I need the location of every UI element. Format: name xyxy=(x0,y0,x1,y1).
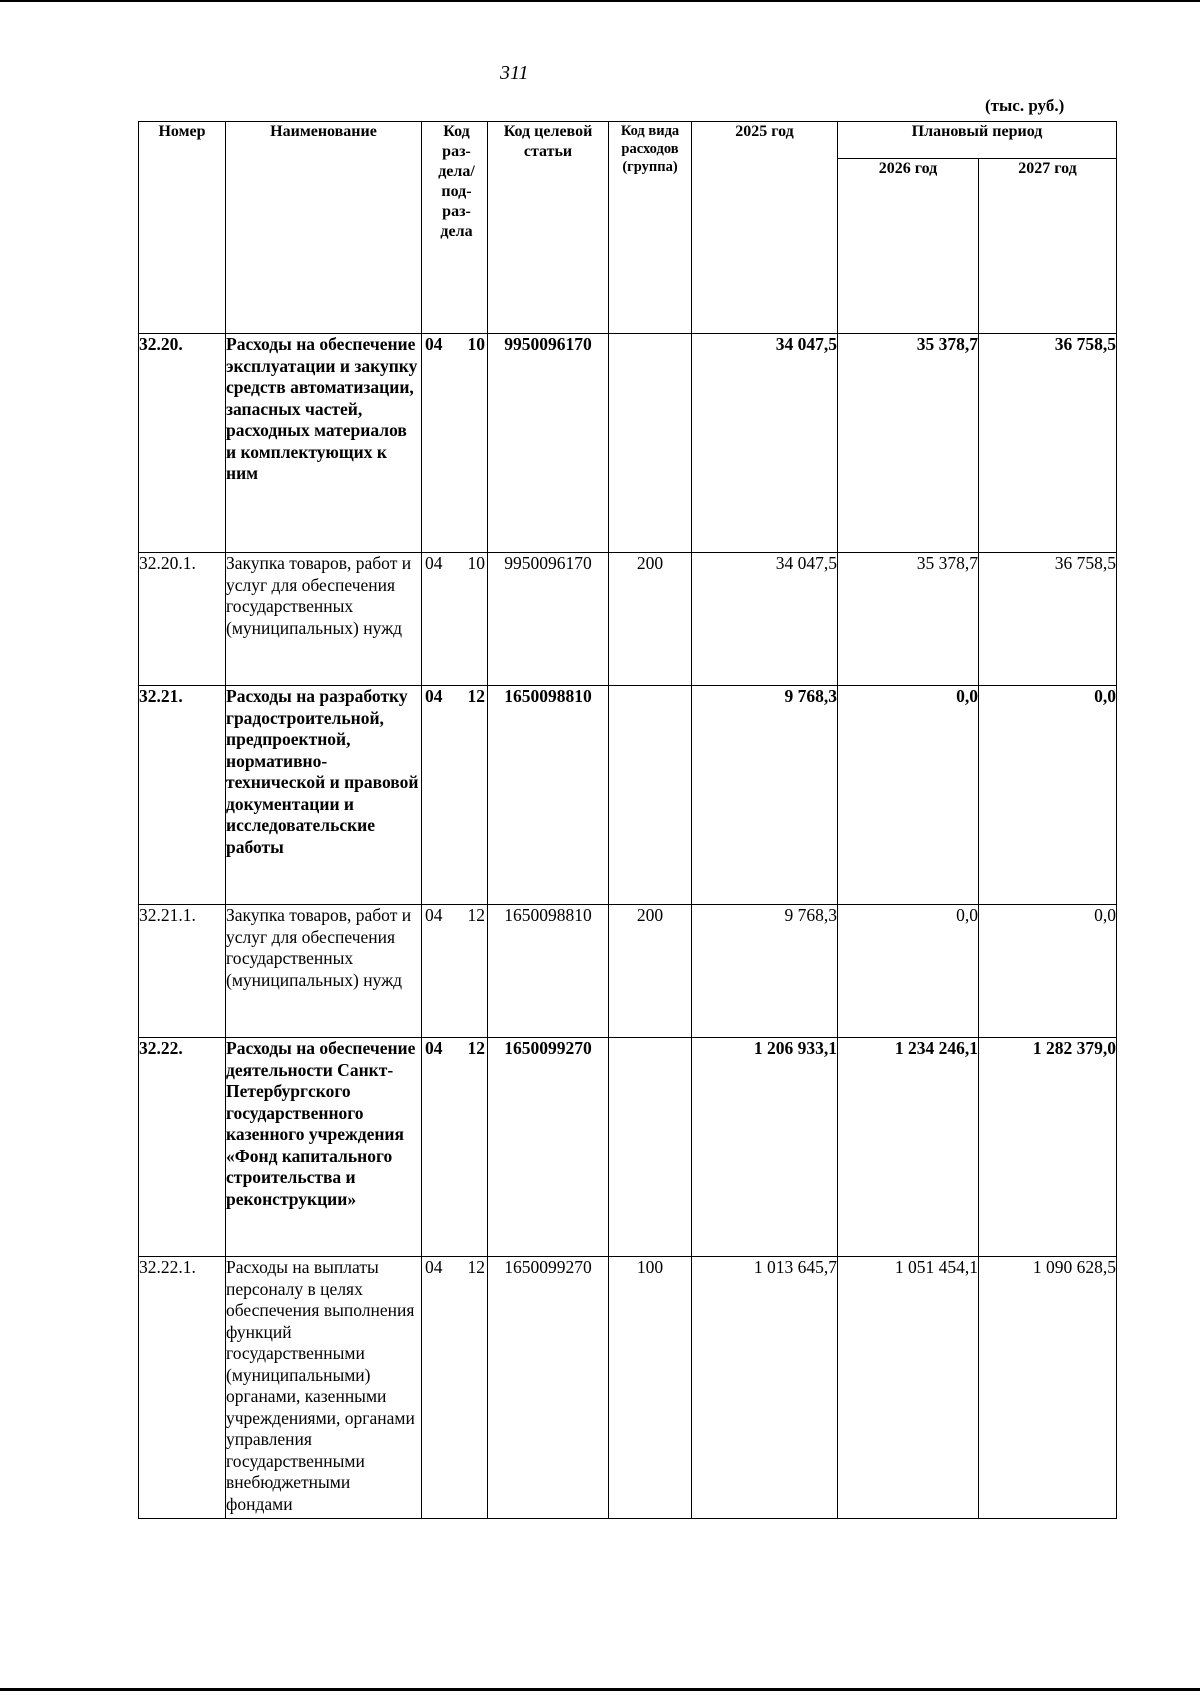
row-expense-type: 200 xyxy=(609,553,692,686)
header-name: Наименование xyxy=(226,122,422,334)
row-expense-type: 100 xyxy=(609,1257,692,1519)
row-section-code xyxy=(422,334,488,553)
row-subsection: 12 xyxy=(467,1257,485,1277)
header-year-2025: 2025 год xyxy=(692,122,838,334)
row-target-code: 1650099270 xyxy=(488,1038,609,1257)
header-expense-type-code: Код вида расходов (группа) xyxy=(609,122,692,334)
row-subsection: 12 xyxy=(467,686,485,706)
row-number: 32.20.1. xyxy=(139,553,226,686)
row-amount-2026: 1 234 246,1 xyxy=(838,1038,979,1257)
units-label: (тыс. руб.) xyxy=(985,96,1065,115)
row-expense-type: 200 xyxy=(609,905,692,1038)
row-amount-2026: 35 378,7 xyxy=(838,553,979,686)
row-amount-2026: 1 051 454,1 xyxy=(838,1257,979,1519)
row-name: Закупка товаров, работ и услуг для обеспечения государственных (муниципальных) нужд xyxy=(226,905,422,1038)
header-planned-period: Плановый период xyxy=(838,122,1117,159)
row-subsection: 12 xyxy=(467,1038,485,1058)
header-section-code: Код раз-дела/ под-раз-дела xyxy=(422,122,488,334)
row-amount-2026: 0,0 xyxy=(838,686,979,905)
row-section-code xyxy=(422,1038,488,1257)
row-section: 04 xyxy=(425,686,443,706)
table-row xyxy=(139,1257,1117,1519)
header-number: Номер xyxy=(139,122,226,334)
row-amount-2027: 1 090 628,5 xyxy=(979,1257,1117,1519)
row-name: Расходы на обеспечение эксплуатации и закупку средств автоматизации, запасных частей, расходных материалов и комплектующих к ним xyxy=(226,334,422,553)
row-target-code: 9950096170 xyxy=(488,553,609,686)
scan-edge-top xyxy=(0,0,1200,2)
row-section-code xyxy=(422,1257,488,1519)
row-name: Закупка товаров, работ и услуг для обеспечения государственных (муниципальных) нужд xyxy=(226,553,422,686)
row-number: 32.21. xyxy=(139,686,226,905)
row-amount-2026: 35 378,7 xyxy=(838,334,979,553)
row-section: 04 xyxy=(425,334,443,354)
row-section-code xyxy=(422,686,488,905)
row-amount-2025: 34 047,5 xyxy=(692,553,838,686)
budget-table xyxy=(138,121,1117,1519)
row-amount-2025: 34 047,5 xyxy=(692,334,838,553)
row-section: 04 xyxy=(425,553,443,573)
header-year-2026: 2026 год xyxy=(838,159,979,334)
row-target-code: 1650098810 xyxy=(488,905,609,1038)
row-name: Расходы на разработку градостроительной, предпроектной, нормативно-технической и правовой документации и исследовательские работы xyxy=(226,686,422,905)
row-section: 04 xyxy=(425,1257,443,1277)
row-amount-2027: 36 758,5 xyxy=(979,334,1117,553)
row-amount-2025: 9 768,3 xyxy=(692,686,838,905)
row-section: 04 xyxy=(425,1038,443,1058)
row-number: 32.22. xyxy=(139,1038,226,1257)
row-section-code xyxy=(422,553,488,686)
row-target-code: 1650098810 xyxy=(488,686,609,905)
table-row xyxy=(139,686,1117,905)
row-amount-2027: 0,0 xyxy=(979,686,1117,905)
table-row xyxy=(139,553,1117,686)
row-name: Расходы на выплаты персоналу в целях обеспечения выполнения функций государственными (муниципальными) органами, казенными учреждениями, органами управления государственными внебюджетными фондами xyxy=(226,1257,422,1519)
row-number: 32.20. xyxy=(139,334,226,553)
row-number: 32.21.1. xyxy=(139,905,226,1038)
page-number: 311 xyxy=(500,62,529,84)
row-amount-2026: 0,0 xyxy=(838,905,979,1038)
row-amount-2025: 1 206 933,1 xyxy=(692,1038,838,1257)
row-target-code: 9950096170 xyxy=(488,334,609,553)
table-row xyxy=(139,1038,1117,1257)
row-target-code: 1650099270 xyxy=(488,1257,609,1519)
table-row xyxy=(139,334,1117,553)
row-section-code xyxy=(422,905,488,1038)
row-amount-2025: 9 768,3 xyxy=(692,905,838,1038)
row-amount-2027: 1 282 379,0 xyxy=(979,1038,1117,1257)
row-subsection: 10 xyxy=(467,553,485,573)
row-expense-type xyxy=(609,686,692,905)
row-amount-2027: 0,0 xyxy=(979,905,1117,1038)
header-year-2027: 2027 год xyxy=(979,159,1117,334)
row-amount-2025: 1 013 645,7 xyxy=(692,1257,838,1519)
row-number: 32.22.1. xyxy=(139,1257,226,1519)
row-section: 04 xyxy=(425,905,443,925)
table-row xyxy=(139,905,1117,1038)
scan-edge-bottom xyxy=(0,1688,1200,1691)
row-subsection: 10 xyxy=(467,334,485,354)
header-target-code: Код целевой статьи xyxy=(488,122,609,334)
row-name: Расходы на обеспечение деятельности Санкт-Петербургского государственного казенного учреждения «Фонд капитального строительства и реконструкции» xyxy=(226,1038,422,1257)
row-subsection: 12 xyxy=(467,905,485,925)
row-expense-type xyxy=(609,334,692,553)
row-expense-type xyxy=(609,1038,692,1257)
row-amount-2027: 36 758,5 xyxy=(979,553,1117,686)
